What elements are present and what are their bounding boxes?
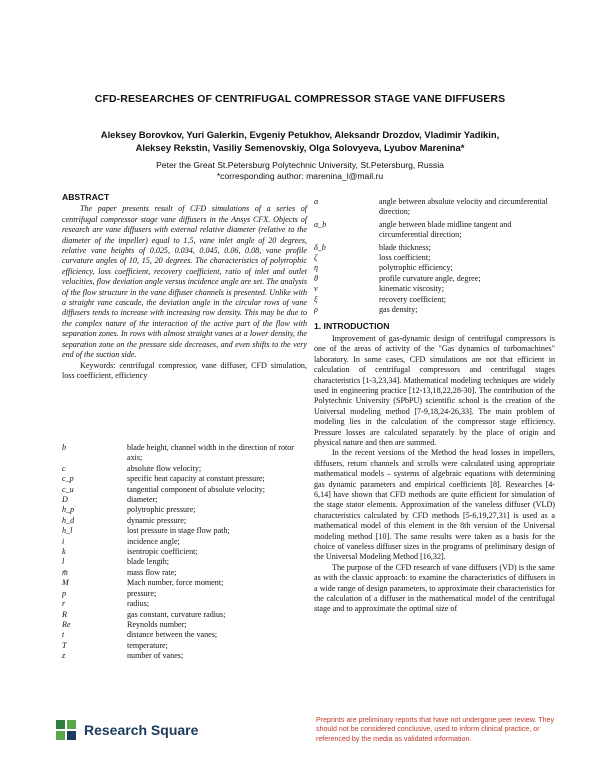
nomenclature-symbol: M [62,578,69,588]
nomenclature-row [62,557,307,567]
nomenclature-description: diameter; [127,495,158,505]
nomenclature-row [62,589,307,599]
left-column [62,192,307,381]
nomenclature-description: incidence angle; [127,536,180,546]
brand-name: Research Square [84,722,199,738]
nomenclature-row [314,197,555,218]
authors-line-1: Aleksey Borovkov, Yuri Galerkin, Evgeniy Petukhov, Aleksandr Drozdov, Vladimir Yadikin, [100,129,500,140]
nomenclature-description: angle between absolute velocity and circumferential direction; [379,197,548,217]
abstract-heading: ABSTRACT [62,192,110,202]
nomenclature-row [62,474,307,484]
nomenclature-row [62,485,307,495]
nomenclature-symbol: h_p [62,505,75,515]
nomenclature-row [62,578,307,588]
nomenclature-row [62,464,307,474]
nomenclature-row [62,651,307,661]
nomenclature-description: mass flow rate; [127,567,177,577]
nomenclature-row [62,547,307,557]
abstract-text: The paper presents result of CFD simulations of a series of centrifugal compressor stage vane diffusers in the Ansys CFX. Objects of research are vane diffusers with external relative diameter (relative to the diameter of the impeller) equal to 1.5, vane inlet angle of 20 degrees, relative vane heights of 0.025, 0.034, 0.045, 0.06, 0.08, vane profile curvature angles of 10, 15, 20 degrees. The characteristics of polytrophic efficiency, loss coefficient, recovery coefficient, ratio of inlet and outlet velocities, flow deviation angle versus incidence angle are set. The analysis of the flow structure in the vane diffuser channels is presented. Unlike with a straight vane cascade, the deviation angle in the circular rows of vane diffusers tends to increase with increasing row density. This may be due to the complex nature of the interaction of the active part of the flow with separation zones. In rows with almost straight vanes at a lower density, the separation zone on the pressure side decreases, and even shifts to the very end of the suction side. [62,204,307,360]
intro-paragraph-2: In the recent versions of the Method the head losses in impellers, diffusers, return channels and scrolls were calculated using appropriate mathematical models – systems of algebraic equations with determining gas dynamic parameters and empirical coefficients [8]. Researches [4-6,14] have shown that CFD methods are quite efficient for simulation of the stage stator elements. Approximation of the vaneless diffuser (VLD) characteristics calculated by CFD methods [5-6,19,27,31] is used as a mathematical model of this element in the 8th version of the Universal modeling method [10]. The same results were taken as a basis for the choice of vaneless diffuser sizes in the programs of preliminary design of the Universal Modeling Method [16,32]. [314,448,555,562]
research-square-logo-icon [54,718,78,742]
nomenclature-description: blade length; [127,557,170,567]
nomenclature-row [62,620,307,630]
nomenclature-symbol: l [62,557,65,567]
nomenclature-symbol: R [62,609,67,619]
nomenclature-row [62,599,307,609]
intro-paragraph-3: The purpose of the CFD research of vane diffusers (VD) is the same as with the classic approach: to examine the characteristics of diffusers in a wide range of design parameters, to approximate their characteristics for the calculation of a diffuser in the mathematical model of the centrifugal stage and to approximate the optimal size of [314,562,555,614]
nomenclature-row [314,284,555,294]
authors-line-2: Aleksey Rekstin, Vasiliy Semenovskiy, Olga Solovyeva, Lyubov Marenina* [135,142,465,153]
nomenclature-symbol: θ [314,273,318,283]
nomenclature-symbol: r [62,599,66,609]
research-square-logo[interactable] [54,718,198,742]
corresponding-author: *corresponding author: marenina_l@mail.ru [216,171,384,181]
nomenclature-description: profile curvature angle, degree; [379,273,481,283]
nomenclature-row [314,305,555,315]
nomenclature-symbol: c_p [62,474,74,484]
nomenclature-description: tangential component of absolute velocity; [127,484,266,494]
nomenclature-row [62,495,307,505]
nomenclature-symbol: z [62,651,66,661]
nomenclature-row [62,568,307,578]
nomenclature-description: gas constant, curvature radius; [127,609,226,619]
nomenclature-row [314,220,555,241]
nomenclature-description: temperature; [127,640,168,650]
nomenclature-row [62,505,307,515]
nomenclature-description: pressure; [127,588,157,598]
nomenclature-description: loss coefficient; [379,253,431,263]
nomenclature-row [62,516,307,526]
introduction-heading: 1. INTRODUCTION [314,321,390,332]
nomenclature-row [314,253,555,263]
paper-title: CFD-RESEARCHES OF CENTRIFUGAL COMPRESSOR STAGE VANE DIFFUSERS [94,93,506,105]
nomenclature-row [62,641,307,651]
nomenclature-row [314,263,555,273]
nomenclature-symbol: c [62,463,66,473]
nomenclature-description: recovery coefficient; [379,294,447,304]
nomenclature-symbol: δ_b [314,242,326,252]
nomenclature-description: polytrophic pressure; [127,505,196,515]
nomenclature-description: polytrophic efficiency; [379,263,453,273]
nomenclature-row [62,526,307,536]
nomenclature-symbol: ζ [314,253,318,263]
nomenclature-symbol: ρ [314,305,318,315]
nomenclature-description: radius; [127,599,150,609]
nomenclature-symbol: ν [314,284,318,294]
keywords: Keywords: centrifugal compressor, vane diffuser, CFD simulation, loss coefficient, efficiency [62,360,307,380]
nomenclature-description: kinematic viscosity; [379,284,444,294]
nomenclature-row [314,274,555,284]
affiliation-block [60,160,540,182]
nomenclature-row [62,610,307,620]
nomenclature-symbol: b [62,443,67,452]
nomenclature-description: blade thickness; [379,242,431,252]
nomenclature-description: Mach number, force moment; [127,578,224,588]
nomenclature-description: dynamic pressure; [127,515,187,525]
nomenclature-symbol: η [314,263,319,273]
nomenclature-row [314,243,555,253]
nomenclature-symbol: ξ [314,294,318,304]
nomenclature-row [62,630,307,640]
nomenclature-symbol: T [62,640,67,650]
nomenclature-row [62,443,307,464]
nomenclature-symbol: Re [62,619,71,629]
nomenclature-symbol: h_d [62,515,75,525]
nomenclature-symbol: m̄ [62,567,68,577]
right-column [314,197,555,615]
nomenclature-symbol: h_l [62,526,73,536]
nomenclature-row [62,537,307,547]
nomenclature-symbol: k [62,547,66,557]
nomenclature-description: gas density; [379,305,418,315]
nomenclature-symbol: c_u [62,484,74,494]
nomenclature-description: Reynolds number; [127,619,187,629]
author-list [60,128,540,154]
nomenclature-symbol: t [62,630,65,640]
affiliation: Peter the Great St.Petersburg Polytechnic University, St.Petersburg, Russia [156,160,444,170]
nomenclature-description: blade height, channel width in the direction of rotor axis; [127,443,294,463]
nomenclature-description: number of vanes; [127,651,184,661]
intro-paragraph-1: Improvement of gas-dynamic design of centrifugal compressors is one of the areas of activity of the "Gas dynamics of turbomachines" laboratory. In some cases, CFD simulations are not that efficient in calculation of centrifugal compressors and centrifugal stages characteristics [1-3,23,34]. Mathematical modeling techniques are widely used in engineering practice [12-13,18,22,28-30]. The contribution of the Polytechnic University (SPbPU) scientific school is the creation of the Universal modeling method [7-9,18,24-26,33]. The main problem of modeling lies in the calculation of the compressor stage efficiency. Pressure losses are calculated separately by the place of origin and physical nature and then are summed. [314,333,555,447]
nomenclature-symbol: α_b [314,219,327,229]
nomenclature-description: isentropic coefficient; [127,547,198,557]
nomenclature-description: distance between the vanes; [127,630,218,640]
nomenclature-row [314,295,555,305]
preprint-disclaimer: Preprints are preliminary reports that have not undergone peer review. They should not be considered conclusive, used to inform clinical practice, or referenced by the media as validated information. [316,716,555,743]
nomenclature-description: specific heat capacity at constant pressure; [127,474,265,484]
nomenclature-description: angle between blade midline tangent and circumferential direction; [379,219,512,240]
nomenclature-symbol: p [62,588,67,598]
nomenclature-description: absolute flow velocity; [127,463,202,473]
nomenclature-description: lost pressure in stage flow path; [127,526,230,536]
nomenclature-symbol: i [62,536,65,546]
nomenclature-left [62,443,307,662]
nomenclature-symbol: D [62,495,68,505]
nomenclature-symbol: α [314,197,319,206]
